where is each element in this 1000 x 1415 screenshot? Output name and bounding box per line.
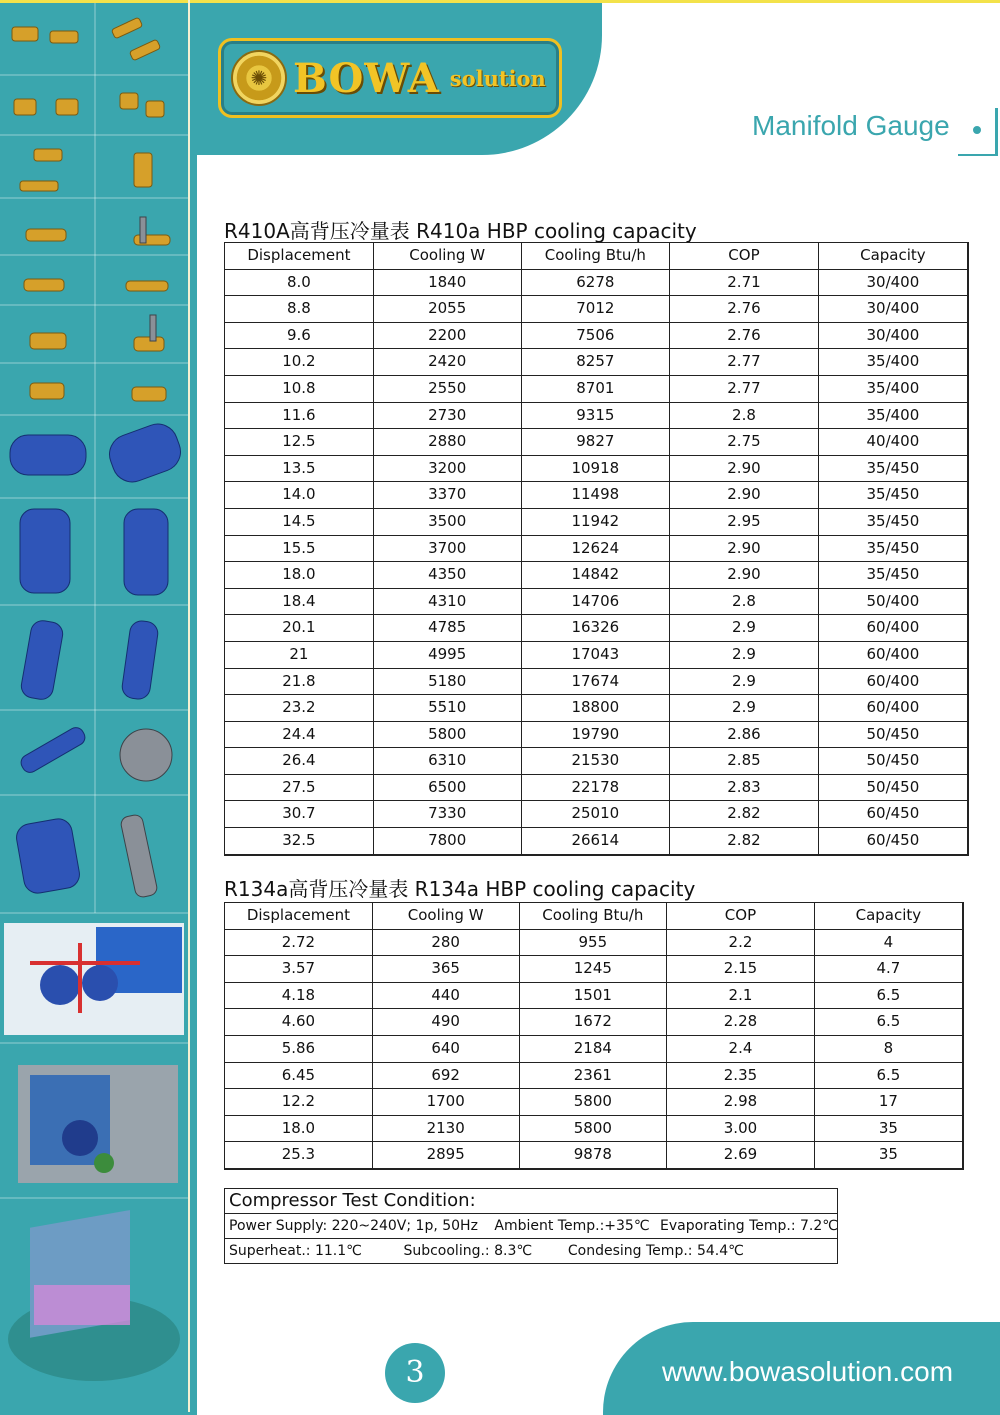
table-cell: 4.60 (225, 1009, 373, 1036)
table-cell: 27.5 (225, 774, 374, 801)
table-cell: 18.0 (225, 1115, 373, 1142)
table-cell: 40/400 (818, 429, 968, 456)
table-row (225, 588, 969, 615)
table-cell: 6.5 (814, 1009, 963, 1036)
table-cell: 3.00 (667, 1115, 815, 1142)
table-cell: 2.82 (670, 828, 819, 855)
table-cell: 2.69 (667, 1142, 815, 1169)
table-cell: 9.6 (225, 322, 374, 349)
subcooling: Subcooling.: 8.3℃ (403, 1243, 533, 1259)
table-cell: 60/400 (818, 615, 968, 642)
table-cell: 2.86 (670, 721, 819, 748)
table-cell: 2.9 (670, 668, 819, 695)
table-cell: 6278 (521, 269, 670, 296)
product-thumbnails (0, 3, 197, 1415)
table-cell: 16326 (521, 615, 670, 642)
sidebar-divider (188, 0, 190, 1412)
table-cell: 955 (519, 929, 667, 956)
table-cell: 35 (814, 1142, 963, 1169)
column-header: Cooling Btu/h (521, 243, 670, 270)
table-cell: 20.1 (225, 615, 374, 642)
table-cell: 5510 (373, 695, 521, 722)
table-cell: 2.4 (667, 1035, 815, 1062)
column-header: COP (667, 903, 815, 930)
table-row (225, 455, 969, 482)
table-cell: 2.72 (225, 929, 373, 956)
table-cell: 3500 (373, 508, 521, 535)
brand-logo (218, 38, 562, 118)
table-cell: 5800 (519, 1089, 667, 1116)
table-row (225, 801, 969, 828)
table-cell: 4350 (373, 562, 521, 589)
r410a-table-title: R410A高背压冷量表 R410a HBP cooling capacity (224, 219, 697, 243)
table-cell: 5800 (373, 721, 521, 748)
table-cell: 8.0 (225, 269, 374, 296)
table-cell: 2730 (373, 402, 521, 429)
table-cell: 692 (372, 1062, 519, 1089)
table-cell: 9827 (521, 429, 670, 456)
table-cell: 6500 (373, 774, 521, 801)
table-cell: 14706 (521, 588, 670, 615)
table-row (225, 508, 969, 535)
table-cell: 640 (372, 1035, 519, 1062)
table-cell: 1700 (372, 1089, 519, 1116)
table-cell: 35/450 (818, 535, 968, 562)
table-cell: 1245 (519, 956, 667, 983)
table-row (225, 1115, 964, 1142)
table-cell: 7506 (521, 322, 670, 349)
table-cell: 26614 (521, 828, 670, 855)
table-cell: 30.7 (225, 801, 374, 828)
table-cell: 35/450 (818, 482, 968, 509)
table-cell: 2895 (372, 1142, 519, 1169)
table-cell: 24.4 (225, 721, 374, 748)
table-cell: 14842 (521, 562, 670, 589)
table-cell: 17 (814, 1089, 963, 1116)
table-cell: 25010 (521, 801, 670, 828)
table-cell: 22178 (521, 774, 670, 801)
table-row (225, 695, 969, 722)
title-bar (995, 108, 998, 156)
condensing-temp: Condesing Temp.: 54.4℃ (567, 1243, 744, 1259)
page-number: 3 (385, 1343, 445, 1403)
table-cell: 60/450 (818, 801, 968, 828)
table-cell: 6310 (373, 748, 521, 775)
table-cell: 2.76 (670, 322, 819, 349)
column-header: Cooling Btu/h (519, 903, 667, 930)
r410a-capacity-table (224, 242, 969, 856)
table-cell: 280 (372, 929, 519, 956)
table-cell: 35/400 (818, 375, 968, 402)
table-cell: 4.18 (225, 982, 373, 1009)
table-cell: 14.5 (225, 508, 374, 535)
table-row (225, 641, 969, 668)
table-cell: 2550 (373, 375, 521, 402)
table-cell: 2.77 (670, 375, 819, 402)
table-row (225, 535, 969, 562)
table-cell: 2.98 (667, 1089, 815, 1116)
evaporating-temp: Evaporating Temp.: 7.2℃ (660, 1218, 839, 1234)
table-cell: 60/400 (818, 668, 968, 695)
table-row (225, 562, 969, 589)
table-cell: 26.4 (225, 748, 374, 775)
table-cell: 35/400 (818, 402, 968, 429)
table-cell: 5180 (373, 668, 521, 695)
table-row (225, 1035, 964, 1062)
table-row (225, 929, 964, 956)
table-cell: 3.57 (225, 956, 373, 983)
table-cell: 15.5 (225, 535, 374, 562)
table-row (225, 296, 969, 323)
table-cell: 2184 (519, 1035, 667, 1062)
r134a-table-title: R134a高背压冷量表 R134a HBP cooling capacity (224, 877, 696, 901)
table-row (225, 1062, 964, 1089)
logo-emblem-icon: ✺ (231, 50, 287, 106)
test-condition-row-1 (225, 1214, 837, 1239)
table-cell: 17674 (521, 668, 670, 695)
table-cell: 1501 (519, 982, 667, 1009)
table-row (225, 1009, 964, 1036)
table-cell: 440 (372, 982, 519, 1009)
table-cell: 50/450 (818, 748, 968, 775)
table-cell: 2.9 (670, 641, 819, 668)
table-cell: 1672 (519, 1009, 667, 1036)
table-row (225, 402, 969, 429)
table-cell: 60/450 (818, 828, 968, 855)
table-cell: 2.2 (667, 929, 815, 956)
table-cell: 2.28 (667, 1009, 815, 1036)
table-cell: 2.90 (670, 535, 819, 562)
table-cell: 2361 (519, 1062, 667, 1089)
table-cell: 12.5 (225, 429, 374, 456)
table-header-row (225, 243, 969, 270)
column-header: Cooling W (372, 903, 519, 930)
test-condition-title: Compressor Test Condition: (225, 1189, 837, 1214)
table-cell: 2420 (373, 349, 521, 376)
table-cell: 2.71 (670, 269, 819, 296)
test-condition-box (224, 1188, 838, 1264)
test-condition-row-2 (225, 1239, 837, 1263)
table-row (225, 982, 964, 1009)
table-cell: 2.85 (670, 748, 819, 775)
table-row (225, 668, 969, 695)
column-header: Capacity (818, 243, 968, 270)
table-cell: 30/400 (818, 269, 968, 296)
table-cell: 60/400 (818, 695, 968, 722)
title-underline (958, 154, 998, 156)
table-cell: 3700 (373, 535, 521, 562)
table-cell: 2130 (372, 1115, 519, 1142)
table-cell: 18.4 (225, 588, 374, 615)
column-header: Capacity (814, 903, 963, 930)
column-header: Displacement (225, 903, 373, 930)
table-cell: 35/400 (818, 349, 968, 376)
column-header: COP (670, 243, 819, 270)
table-row (225, 429, 969, 456)
table-cell: 2.75 (670, 429, 819, 456)
table-cell: 23.2 (225, 695, 374, 722)
table-cell: 21.8 (225, 668, 374, 695)
table-cell: 2.95 (670, 508, 819, 535)
table-cell: 490 (372, 1009, 519, 1036)
table-cell: 11942 (521, 508, 670, 535)
column-header: Cooling W (373, 243, 521, 270)
table-row (225, 1142, 964, 1169)
product-sidebar (0, 3, 197, 1415)
table-cell: 2.15 (667, 956, 815, 983)
table-cell: 32.5 (225, 828, 374, 855)
table-row (225, 322, 969, 349)
table-cell: 3370 (373, 482, 521, 509)
ambient-temp: Ambient Temp.:+35℃ (494, 1218, 650, 1234)
logo-subtext: solution (449, 65, 546, 91)
table-cell: 2880 (373, 429, 521, 456)
table-cell: 4310 (373, 588, 521, 615)
table-row (225, 721, 969, 748)
table-cell: 60/400 (818, 641, 968, 668)
document-title: Manifold Gauge (752, 110, 950, 141)
table-cell: 2.90 (670, 482, 819, 509)
r134a-capacity-table (224, 902, 964, 1170)
table-cell: 35/450 (818, 455, 968, 482)
table-cell: 9878 (519, 1142, 667, 1169)
table-cell: 12.2 (225, 1089, 373, 1116)
table-cell: 2.83 (670, 774, 819, 801)
table-cell: 2055 (373, 296, 521, 323)
table-cell: 11.6 (225, 402, 374, 429)
superheat: Superheat.: 11.1℃ (229, 1243, 362, 1259)
table-cell: 19790 (521, 721, 670, 748)
table-cell: 2.90 (670, 562, 819, 589)
table-cell: 30/400 (818, 322, 968, 349)
logo-text: BOWA (293, 54, 440, 102)
table-cell: 8 (814, 1035, 963, 1062)
table-cell: 7012 (521, 296, 670, 323)
table-cell: 9315 (521, 402, 670, 429)
table-row (225, 482, 969, 509)
table-cell: 2.90 (670, 455, 819, 482)
table-cell: 17043 (521, 641, 670, 668)
table-cell: 4.7 (814, 956, 963, 983)
website-link[interactable]: www.bowasolution.com (662, 1356, 954, 1387)
table-row (225, 748, 969, 775)
table-cell: 35/450 (818, 562, 968, 589)
table-cell: 50/400 (818, 588, 968, 615)
table-cell: 30/400 (818, 296, 968, 323)
table-cell: 35 (814, 1115, 963, 1142)
table-row (225, 349, 969, 376)
table-cell: 2.9 (670, 615, 819, 642)
table-cell: 11498 (521, 482, 670, 509)
column-header: Displacement (225, 243, 374, 270)
table-cell: 2.8 (670, 402, 819, 429)
table-cell: 10.2 (225, 349, 374, 376)
table-cell: 7800 (373, 828, 521, 855)
table-cell: 35/450 (818, 508, 968, 535)
table-row (225, 375, 969, 402)
table-cell: 18800 (521, 695, 670, 722)
table-cell: 21530 (521, 748, 670, 775)
title-dot (973, 126, 981, 134)
table-cell: 365 (372, 956, 519, 983)
table-cell: 2.82 (670, 801, 819, 828)
power-supply: Power Supply: 220~240V; 1p, 50Hz (229, 1218, 478, 1234)
table-cell: 12624 (521, 535, 670, 562)
table-cell: 4785 (373, 615, 521, 642)
table-cell: 7330 (373, 801, 521, 828)
table-cell: 6.5 (814, 982, 963, 1009)
table-header-row (225, 903, 964, 930)
table-cell: 2.8 (670, 588, 819, 615)
table-row (225, 615, 969, 642)
table-row (225, 956, 964, 983)
table-cell: 10918 (521, 455, 670, 482)
table-cell: 50/450 (818, 721, 968, 748)
table-cell: 5.86 (225, 1035, 373, 1062)
table-cell: 2200 (373, 322, 521, 349)
table-cell: 2.35 (667, 1062, 815, 1089)
table-cell: 8.8 (225, 296, 374, 323)
table-cell: 8701 (521, 375, 670, 402)
table-cell: 25.3 (225, 1142, 373, 1169)
table-cell: 6.45 (225, 1062, 373, 1089)
table-cell: 2.1 (667, 982, 815, 1009)
table-cell: 2.77 (670, 349, 819, 376)
table-cell: 8257 (521, 349, 670, 376)
table-cell: 21 (225, 641, 374, 668)
table-cell: 3200 (373, 455, 521, 482)
table-cell: 18.0 (225, 562, 374, 589)
table-row (225, 1089, 964, 1116)
table-cell: 13.5 (225, 455, 374, 482)
table-row (225, 774, 969, 801)
table-row (225, 269, 969, 296)
table-cell: 1840 (373, 269, 521, 296)
table-cell: 5800 (519, 1115, 667, 1142)
table-cell: 4 (814, 929, 963, 956)
table-cell: 10.8 (225, 375, 374, 402)
table-cell: 4995 (373, 641, 521, 668)
table-cell: 2.76 (670, 296, 819, 323)
table-cell: 6.5 (814, 1062, 963, 1089)
table-cell: 2.9 (670, 695, 819, 722)
table-cell: 14.0 (225, 482, 374, 509)
table-cell: 50/450 (818, 774, 968, 801)
table-row (225, 828, 969, 855)
